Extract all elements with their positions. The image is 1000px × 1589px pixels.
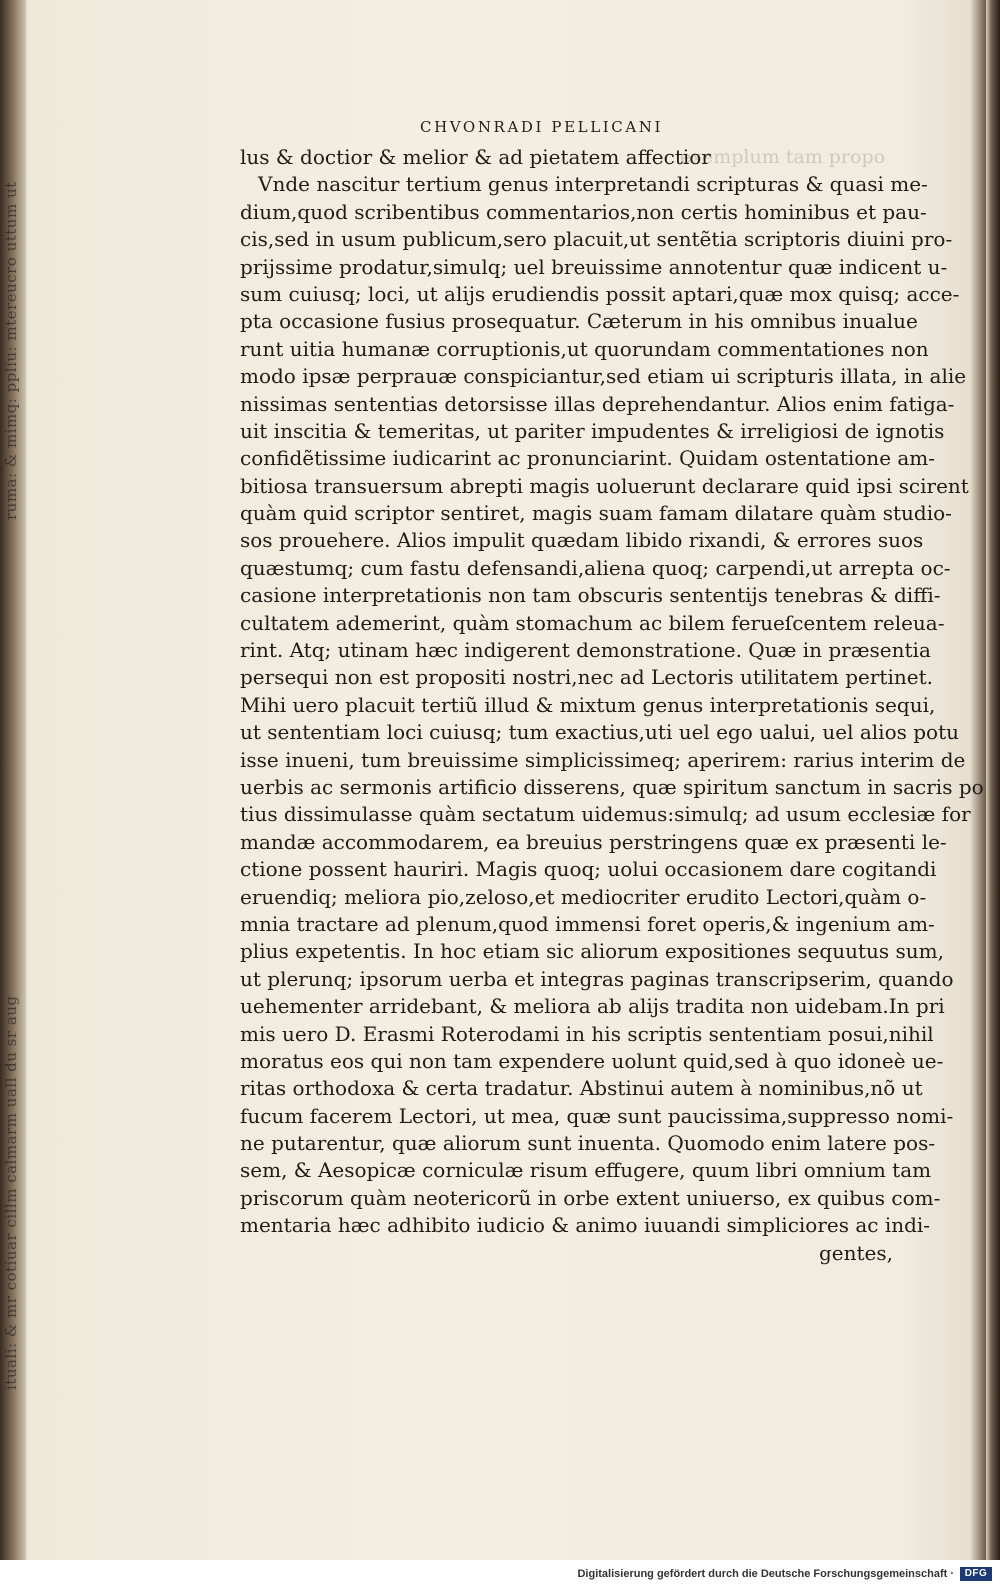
text-line: mentaria hæc adhibito iudicio & animo iuuandi simpliciores ac indi- (240, 1213, 931, 1238)
funding-credit: Digitalisierung gefördert durch die Deutsche Forschungsgemeinschaft · (577, 1568, 954, 1580)
text-line: confidẽtissime iudicarint ac pronunciarint. Quidam ostentatione am- (240, 446, 936, 471)
footer-bar (0, 1560, 1000, 1589)
text-line: tius dissimulasse quàm sectatum uidemus:simulq; ad usum ecclesiæ for (240, 802, 971, 827)
text-line: rint. Atq; utinam hæc indigerent demonstratione. Quæ in præsentia (240, 638, 931, 663)
text-line: pta occasione fusius prosequatur. Cæterum in his omnibus inualue (240, 309, 918, 334)
catchword: gentes, (818, 1240, 893, 1265)
body-text (240, 144, 984, 1267)
text-line: priscorum quàm neotericorũ in orbe extent uniuerso, ex quibus com- (240, 1185, 941, 1210)
text-line: plius expetentis. In hoc etiam sic aliorum expositiones sequutus sum, (240, 939, 944, 964)
text-line: ctione possent hauriri. Magis quoq; uolui occasionem dare cogitandi (240, 857, 937, 882)
text-line: dium,quod scribentibus commentarios,non certis hominibus et pau- (240, 199, 927, 224)
text-line: sos prouehere. Alios impulit quædam libido rixandi, & errores suos (240, 528, 924, 553)
text-line: ritas orthodoxa & certa tradatur. Abstinui autem à nominibus,nõ ut (240, 1076, 923, 1101)
bleed-through-text-lower: ituali: & mr cotiuar cillm calmarm uall du sr aug (2, 995, 20, 1390)
text-line: ne putarentur, quæ aliorum sunt inuenta. Quomodo enim latere pos- (240, 1131, 936, 1156)
text-line: modo ipsæ perprauæ conspiciantur,sed etiam ui scripturis illata, in alie (240, 364, 967, 389)
text-line: lus & doctior & melior & ad pietatem affectior (240, 145, 711, 169)
show-through-ghost-text: exemplum tam propo (680, 146, 886, 168)
text-line: moratus eos qui non tam expendere uolunt quid,sed à quo idoneè ue- (240, 1048, 944, 1073)
text-line: cis,sed in usum publicum,sero placuit,ut sentẽtia scriptoris diuini pro- (240, 227, 953, 252)
text-line: runt uitia humanæ corruptionis,ut quorundam commentationes non (240, 336, 929, 361)
page-edge (986, 0, 1000, 1560)
text-line: ut plerunq; ipsorum uerba et integras paginas transcripserim, quando (240, 966, 954, 991)
text-line: nissimas sententias detorsisse illas deprehendantur. Alios enim fatiga- (240, 391, 955, 416)
text-line: prijssime prodatur,simulq; uel breuissime annotentur quæ indicent u- (240, 254, 948, 279)
bleed-through-text-upper: ruma: & mimq: ppliu: mtereucro uttum ut (2, 181, 20, 520)
text-line: casione interpretationis non tam obscuris sententijs tenebras & diffi- (240, 583, 941, 608)
running-head: CHVONRADI PELLICANI (420, 118, 664, 136)
text-line: Mihi uero placuit tertiũ illud & mixtum genus interpretationis sequi, (240, 692, 936, 717)
text-line: uit inscitia & temeritas, ut pariter impudentes & irreligiosi de ignotis (240, 418, 945, 443)
text-line: bitiosa transuersum abrepti magis uoluerunt declarare quid ipsi scirent (240, 473, 969, 498)
text-line: quæstumq; cum fastu defensandi,aliena quoq; carpendi,ut arrepta oc- (240, 555, 951, 580)
text-line: ut sententiam loci cuiusq; tum exactius,uti uel ego ualui, uel alios potu (240, 720, 960, 745)
text-line: uehementer arridebant, & meliora ab alijs tradita non uidebam.In pri (240, 994, 945, 1019)
text-line: mnia tractare ad plenum,quod immensi foret operis,& ingenium am- (240, 911, 935, 936)
text-line: fucum facerem Lectori, ut mea, quæ sunt paucissima,suppresso nomi- (240, 1103, 954, 1128)
text-line: uerbis ac sermonis artificio disserens, quæ spiritum sanctum in sacris po (240, 774, 984, 799)
text-line: quàm quid scriptor sentiret, magis suam famam dilatare quàm studio- (240, 501, 952, 526)
text-line: Vnde nascitur tertium genus interpretandi scripturas & quasi me- (258, 172, 928, 197)
text-line: sem, & Aesopicæ corniculæ risum effugere, quum libri omnium tam (240, 1158, 932, 1183)
text-line: mis uero D. Erasmi Roterodami in his scriptis sententiam posui,nihil (240, 1021, 934, 1046)
text-line: mandæ accommodarem, ea breuius perstringens quæ ex præsenti le- (240, 829, 947, 854)
text-line: isse inueni, tum breuissime simplicissimeq; aperirem: rarius interim de (240, 747, 966, 772)
dfg-logo-icon: DFG (960, 1567, 992, 1581)
text-line: persequi non est propositi nostri,nec ad Lectoris utilitatem pertinet. (240, 665, 933, 690)
text-line: eruendiq; meliora pio,zeloso,et mediocriter erudito Lectori,quàm o- (240, 884, 927, 909)
text-line: sum cuiusq; loci, ut alijs erudiendis possit aptari,quæ mox quisq; acce- (240, 281, 960, 306)
text-line: cultatem ademerint, quàm stomachum ac bilem ferueſcentem releua- (240, 610, 945, 635)
